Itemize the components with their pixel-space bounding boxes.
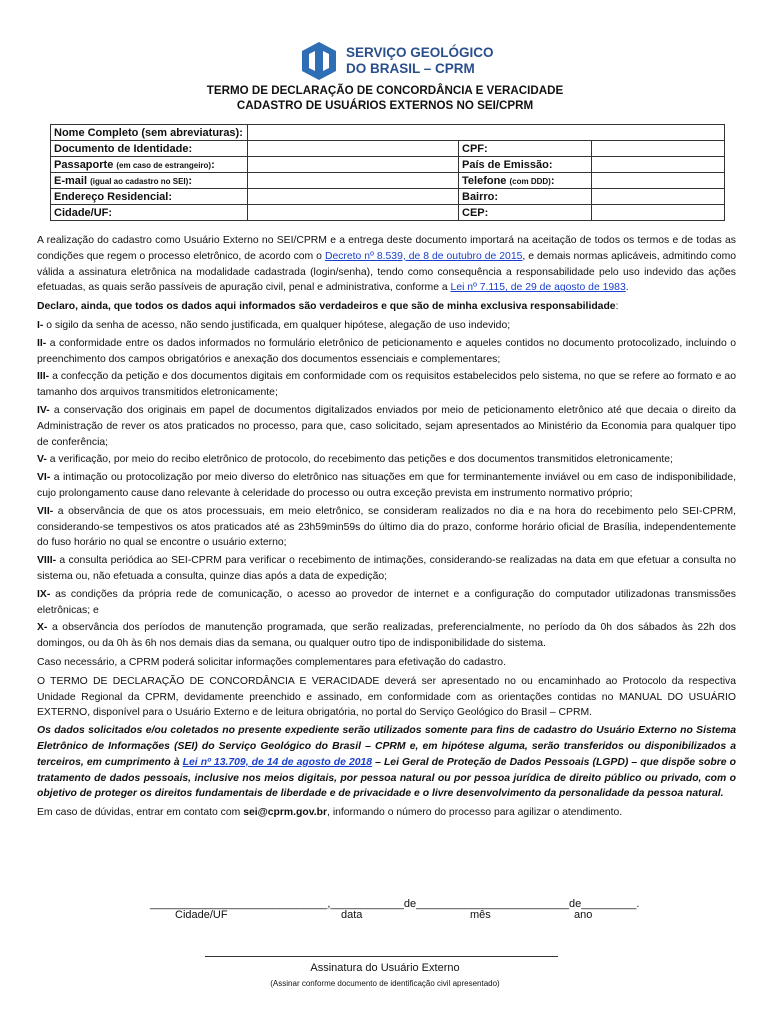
cidade-field[interactable] — [248, 205, 459, 221]
documento-label: Documento de Identidade: — [51, 141, 248, 157]
passaporte-note: (em caso de estrangeiro) — [116, 160, 212, 170]
list-item — [37, 452, 736, 468]
cep-label: CEP: — [459, 205, 592, 221]
item-text: a conformidade entre os dados informados no formulário eletrônico de peticionamento e aqueles contidos no documento protocolizado, incluindo o preenchimento dos campos obrigatórios e anexação dos documentos essenciais e complementares; — [37, 337, 736, 365]
passaporte-field[interactable] — [248, 157, 459, 173]
email-label: E-mail (igual ao cadastro no SEI): — [51, 173, 248, 189]
decreto-link[interactable]: Decreto nº 8.539, de 8 de outubro de 2015 — [324, 250, 523, 262]
item-number: IX- — [37, 588, 51, 600]
item-number: II- — [37, 337, 47, 349]
item-number: VI- — [37, 472, 51, 484]
item-text: a intimação ou protocolização por meio diverso do eletrônico nas situações em que for terminantemente inviável ou em caso de indisponibilidade, cujo prolongamento cause dano relevante à celeridade do processo ou outra exceção prevista em instrumento normativo próprio; — [37, 472, 736, 499]
title-line1: TERMO DE DECLARAÇÃO DE CONCORDÂNCIA E VERACIDADE — [206, 84, 564, 97]
ano-label: ano — [574, 909, 593, 921]
termo-paragraph: O TERMO DE DECLARAÇÃO DE CONCORDÂNCIA E VERACIDADE deverá ser apresentado no ou encaminhado ao Protocolo da respectiva Unidade Regional da CPRM, devidamente preenchido e assinado, em conformidade com as orientações contidas no MANUAL DO USUÁRIO EXTERNO, disponível para o Usuário Externo e de leitura obrigatória, no portal do Serviço Geológico do Brasil – CPRM. — [37, 675, 736, 719]
item-text: a consulta periódica ao SEI-CPRM para verificar o recebimento de intimações, considerando-se realizadas na data em que efetuar a consulta no sistema ou, não efetuada a consulta, quinze dias após a data de expedição; — [37, 555, 736, 582]
signature-line[interactable] — [205, 956, 558, 957]
item-number: III- — [37, 371, 50, 383]
bairro-field[interactable] — [592, 189, 725, 205]
item-number: IV- — [37, 404, 50, 416]
list-item — [37, 369, 736, 401]
nome-label: Nome Completo (sem abreviaturas): — [51, 125, 248, 141]
list-item — [37, 504, 736, 551]
list-item — [37, 403, 736, 450]
email-note: (igual ao cadastro no SEI) — [90, 176, 189, 186]
item-number: X- — [37, 622, 48, 634]
logo-line1: SERVIÇO GEOLÓGICO — [346, 45, 494, 60]
documento-field[interactable] — [248, 141, 459, 157]
lei-7115-link[interactable]: Lei nº 7.115, de 29 de agosto de 1983 — [450, 282, 626, 294]
item-text: a verificação, por meio do recibo eletrônico de protocolo, do recebimento das petições e dos documentos transmitidos eletronicamente; — [46, 454, 673, 466]
date-line[interactable]: _____________________________,____________de_________________________de_________. — [150, 898, 640, 910]
item-text: a observância dos períodos de manutenção programada, que serão realizadas, preferencialmente, no período da 0h dos sábados às 22h dos domingos, ou da 0h às 6h nos demais dias da semana, ou qualquer outro tipo de indisponibilidade do sistema. — [37, 622, 736, 650]
cep-field[interactable] — [592, 205, 725, 221]
list-item — [37, 318, 736, 334]
contact-email[interactable]: sei@cprm.gov.br — [243, 807, 328, 819]
lgpd-link[interactable]: Lei nº 13.709, de 14 de agosto de 2018 — [182, 756, 373, 768]
item-text: a conservação dos originais em papel de documentos digitalizados enviados por meio de peticionamento eletrônico até que decaia o direito da Administração de rever os atos praticados no processo, para que, caso solicitado, sejam apresentados ao Ministério da Economia para qualquer tipo de conferência; — [37, 404, 736, 448]
intro-paragraph: A realização do cadastro como Usuário Externo no SEI/CPRM e a entrega deste documento importará na aceitação de todos os termos e de todas as condições que regem o processo eletrônico, de acordo com o Decreto nº 8.539, de 8 de outubro de 2015, e demais normas aplicáveis, admitindo como válida a assinatura eletrônica na modalidade cadastrada (login/senha), tendo como consequência a responsabilidade pelo uso indevido das ações efetuadas, as quais serão passíveis de apuração civil, penal e administrativa, conforme a Lei nº 7.115, de 29 de agosto de 1983. — [37, 235, 737, 294]
endereco-label: Endereço Residencial: — [51, 189, 248, 205]
data-label: data — [341, 909, 363, 921]
item-text: a confecção da petição e dos documentos digitais em conformidade com os requisitos estabelecidos pelo sistema, no que se refere ao formato e ao tamanho dos arquivos transmitidos eletronicamente; — [37, 371, 736, 399]
logo-text — [346, 45, 494, 77]
telefone-label: Telefone (com DDD): — [459, 173, 592, 189]
passaporte-label: Passaporte (em caso de estrangeiro): — [51, 157, 248, 173]
nome-field[interactable] — [248, 125, 725, 141]
endereco-field[interactable] — [248, 189, 459, 205]
document-body — [37, 233, 736, 823]
item-number: VII- — [37, 505, 54, 517]
cidade-uf-label: Cidade/UF — [175, 909, 228, 921]
list-item — [37, 587, 736, 619]
list-item — [37, 336, 736, 368]
item-number: I- — [37, 319, 44, 331]
caso-paragraph: Caso necessário, a CPRM poderá solicitar informações complementares para efetivação do cadastro. — [37, 656, 506, 668]
document-title — [0, 83, 770, 113]
duvidas-paragraph: Em caso de dúvidas, entrar em contato com sei@cprm.gov.br, informando o número do processo para agilizar o atendimento. — [37, 807, 623, 819]
pais-label: País de Emissão: — [459, 157, 592, 173]
signature-label: Assinatura do Usuário Externo — [310, 962, 460, 974]
email-field[interactable] — [248, 173, 459, 189]
declaro-paragraph: Declaro, ainda, que todos os dados aqui informados são verdadeiros e que são de minha exclusiva responsabilidade: — [37, 301, 619, 313]
pais-field[interactable] — [592, 157, 725, 173]
bairro-label: Bairro: — [459, 189, 592, 205]
item-number: V- — [37, 454, 47, 466]
title-line2: CADASTRO DE USUÁRIOS EXTERNOS NO SEI/CPRM — [236, 99, 534, 112]
list-item — [37, 553, 736, 585]
cprm-logo-icon — [298, 40, 340, 82]
logo — [298, 40, 494, 82]
list-item — [37, 620, 736, 652]
telefone-note: (com DDD) — [509, 176, 551, 186]
item-number: VIII- — [37, 555, 57, 567]
cidade-label: Cidade/UF: — [51, 205, 248, 221]
signature-note: (Assinar conforme documento de identificação civil apresentado) — [270, 979, 500, 988]
item-text: a observância de que os atos processuais, em meio eletrônico, se consideram realizados no dia e na hora do recebimento pelo SEI-CPRM, considerando-se tempestivos os atos praticados até as 23h59min59s do último dia do prazo, conforme horário oficial de Brasília, independentemente do fuso horário no qual se encontre o usuário externo; — [37, 505, 736, 549]
lgpd-paragraph: Os dados solicitados e/ou coletados no presente expediente serão utilizados somente para fins de cadastro do Usuário Externo no Sistema Eletrônico de Informações (SEI) do Serviço Geológico do Brasil – CPRM e, em hipótese alguma, serão transferidos ou disponibilizados a terceiros, em cumprimento à Lei nº 13.709, de 14 de agosto de 2018 – Lei Geral de Proteção de Dados Pessoais (LGPD) – que dispõe sobre o tratamento de dados pessoais, inclusive nos meios digitais, por pessoa natural ou por pessoa jurídica de direito público ou privado, com o objetivo de proteger os direitos fundamentais de liberdade e de privacidade e o livre desenvolvimento da personalidade da pessoa natural. — [37, 725, 736, 800]
telefone-field[interactable] — [592, 173, 725, 189]
cpf-field[interactable] — [592, 141, 725, 157]
item-text: o sigilo da senha de acesso, não sendo justificada, em qualquer hipótese, alegação de uso indevido; — [43, 319, 511, 331]
items-list — [37, 318, 736, 652]
cpf-label: CPF: — [459, 141, 592, 157]
logo-line2: DO BRASIL – CPRM — [346, 61, 475, 76]
list-item — [37, 470, 736, 502]
registration-form — [50, 124, 725, 221]
mes-label: mês — [470, 909, 491, 921]
item-text: as condições da própria rede de comunicação, o acesso ao provedor de internet e a configuração do computador utilizadonas transmissões eletrônicas; e — [37, 588, 736, 616]
